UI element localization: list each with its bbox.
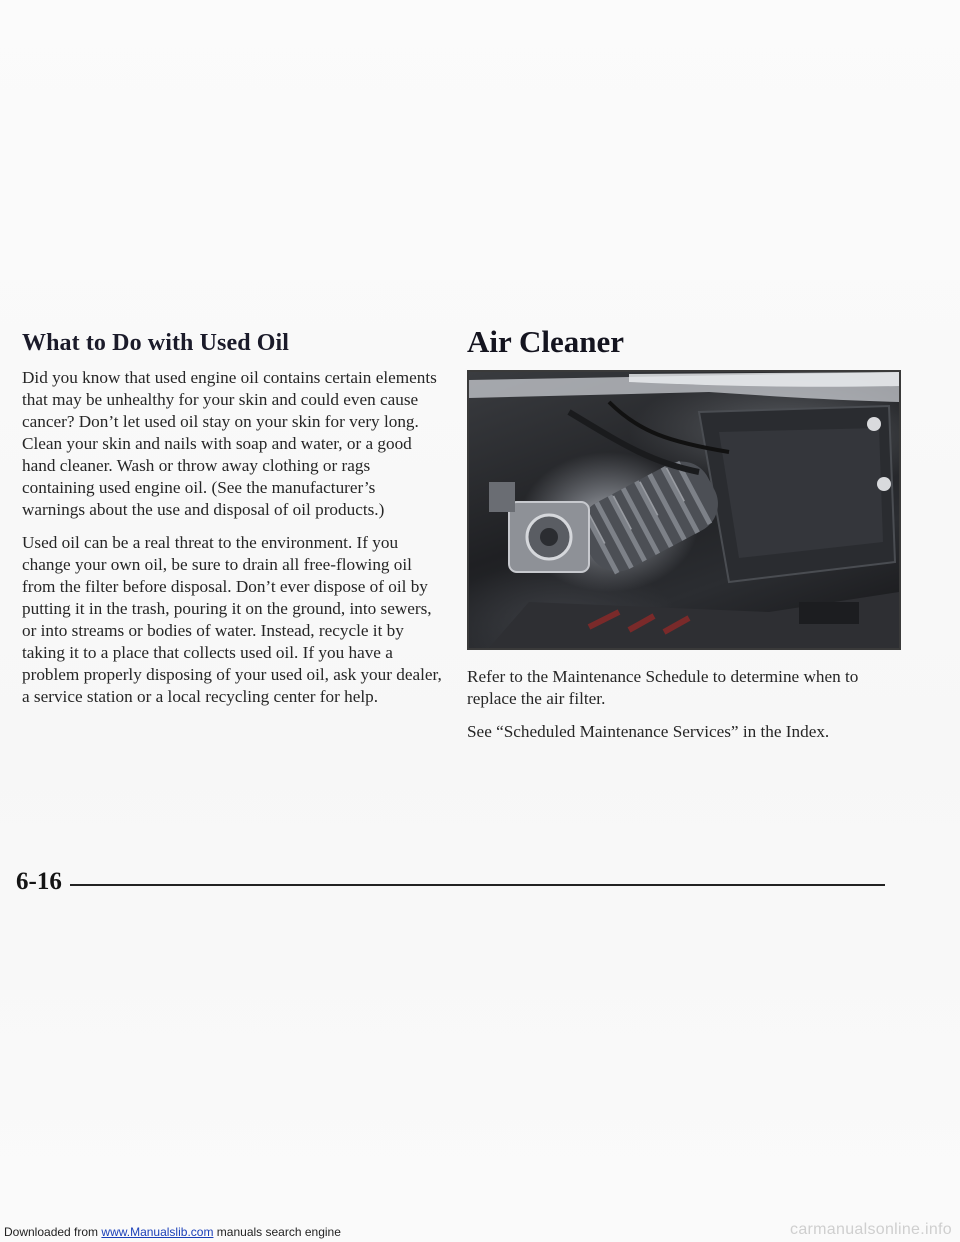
used-oil-section [22, 330, 442, 719]
download-suffix: manuals search engine [216, 1225, 341, 1239]
download-prefix: Downloaded from [4, 1225, 99, 1239]
air-cleaner-paragraph-2: See “Scheduled Maintenance Services” in the Index. [467, 722, 830, 741]
engine-air-cleaner-photo [467, 370, 901, 650]
air-cleaner-paragraph-1: Refer to the Maintenance Schedule to determine when to replace the air filter. [467, 667, 859, 708]
engine-photo-illustration [469, 372, 899, 648]
used-oil-heading: What to Do with Used Oil [22, 330, 290, 356]
air-cleaner-heading: Air Cleaner [467, 324, 624, 359]
page-number: 6-16 [16, 868, 62, 895]
site-watermark: carmanualsonline.info [790, 1221, 952, 1238]
used-oil-paragraph-2: Used oil can be a real threat to the environment. If you change your own oil, be sure to drain all free-flowing oil from the filter before disposal. Don’t ever dispose of oil by putting it in the trash, pouring it on the ground, into sewers, or into streams or bodies of water. Instead, recycle it by taking it to a place that collects used oil. If you have a problem properly disposing of your used oil, ask your dealer, a service station or a local recycling center for help. [22, 533, 442, 706]
download-source-bar [4, 1225, 341, 1239]
footer-divider [70, 884, 885, 886]
air-cleaner-section [467, 324, 899, 754]
manualslib-link[interactable]: www.Manualslib.com [101, 1225, 214, 1239]
used-oil-paragraph-1: Did you know that used engine oil contains certain elements that may be unhealthy for your skin and could even cause cancer? Don’t let used oil stay on your skin for very long. Clean your skin and nails with soap and water, or a good hand cleaner. Wash or throw away clothing or rags containing used engine oil. (See the manufacturer’s warnings about the use and disposal of oil products.) [22, 368, 437, 519]
